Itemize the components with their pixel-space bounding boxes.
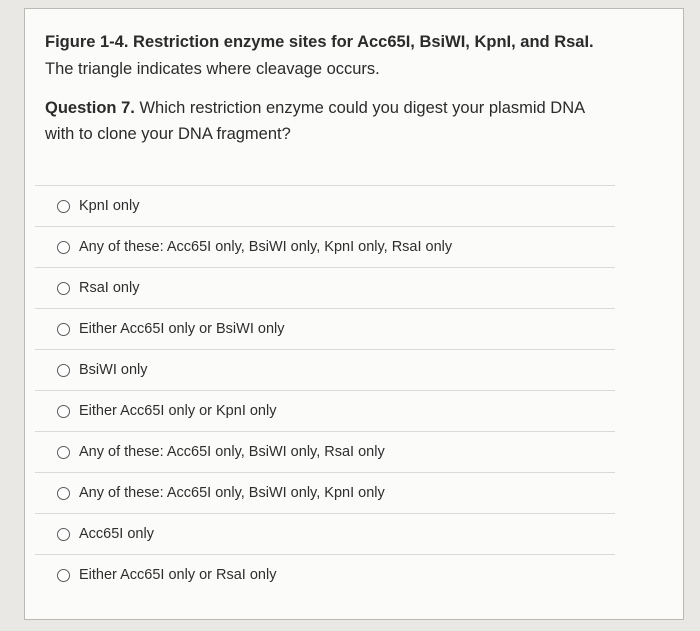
answer-option-10[interactable] — [35, 555, 615, 595]
radio-button-icon[interactable] — [57, 446, 70, 459]
answer-options — [35, 185, 615, 595]
answer-option-1[interactable] — [35, 186, 615, 226]
figure-description: The triangle indicates where cleavage occurs. — [45, 60, 380, 78]
radio-button-icon[interactable] — [57, 528, 70, 541]
answer-option-3[interactable] — [35, 268, 615, 308]
answer-option-8[interactable] — [35, 473, 615, 513]
answer-option-4[interactable] — [35, 309, 615, 349]
answer-option-label: Acc65I only — [79, 526, 154, 542]
answer-option-label: Either Acc65I only or RsaI only — [79, 567, 277, 583]
figure-label: Figure 1-4. — [45, 33, 129, 51]
radio-button-icon[interactable] — [57, 405, 70, 418]
radio-button-icon[interactable] — [57, 323, 70, 336]
figure-title: Restriction enzyme sites for Acc65I, BsiWI, KpnI, and RsaI. — [133, 33, 594, 51]
question-card — [24, 8, 684, 620]
answer-option-9[interactable] — [35, 514, 615, 554]
figure-caption — [45, 29, 625, 83]
answer-option-7[interactable] — [35, 432, 615, 472]
radio-button-icon[interactable] — [57, 487, 70, 500]
answer-option-label: BsiWI only — [79, 362, 148, 378]
answer-option-label: Either Acc65I only or BsiWI only — [79, 321, 285, 337]
radio-button-icon[interactable] — [57, 200, 70, 213]
answer-option-5[interactable] — [35, 350, 615, 390]
question-text: Which restriction enzyme could you digest your plasmid DNA with to clone your DNA fragment? — [45, 99, 585, 143]
radio-button-icon[interactable] — [57, 569, 70, 582]
answer-option-label: Any of these: Acc65I only, BsiWI only, KpnI only, RsaI only — [79, 239, 453, 255]
answer-option-6[interactable] — [35, 391, 615, 431]
radio-button-icon[interactable] — [57, 364, 70, 377]
answer-option-label: Any of these: Acc65I only, BsiWI only, RsaI only — [79, 444, 385, 460]
answer-option-label: KpnI only — [79, 198, 140, 214]
radio-button-icon[interactable] — [57, 241, 70, 254]
radio-button-icon[interactable] — [57, 282, 70, 295]
answer-option-label: Any of these: Acc65I only, BsiWI only, KpnI only — [79, 485, 385, 501]
answer-option-2[interactable] — [35, 227, 615, 267]
answer-option-label: Either Acc65I only or KpnI only — [79, 403, 277, 419]
question-prompt — [45, 95, 605, 147]
answer-option-label: RsaI only — [79, 280, 140, 296]
question-number: Question 7. — [45, 99, 135, 117]
